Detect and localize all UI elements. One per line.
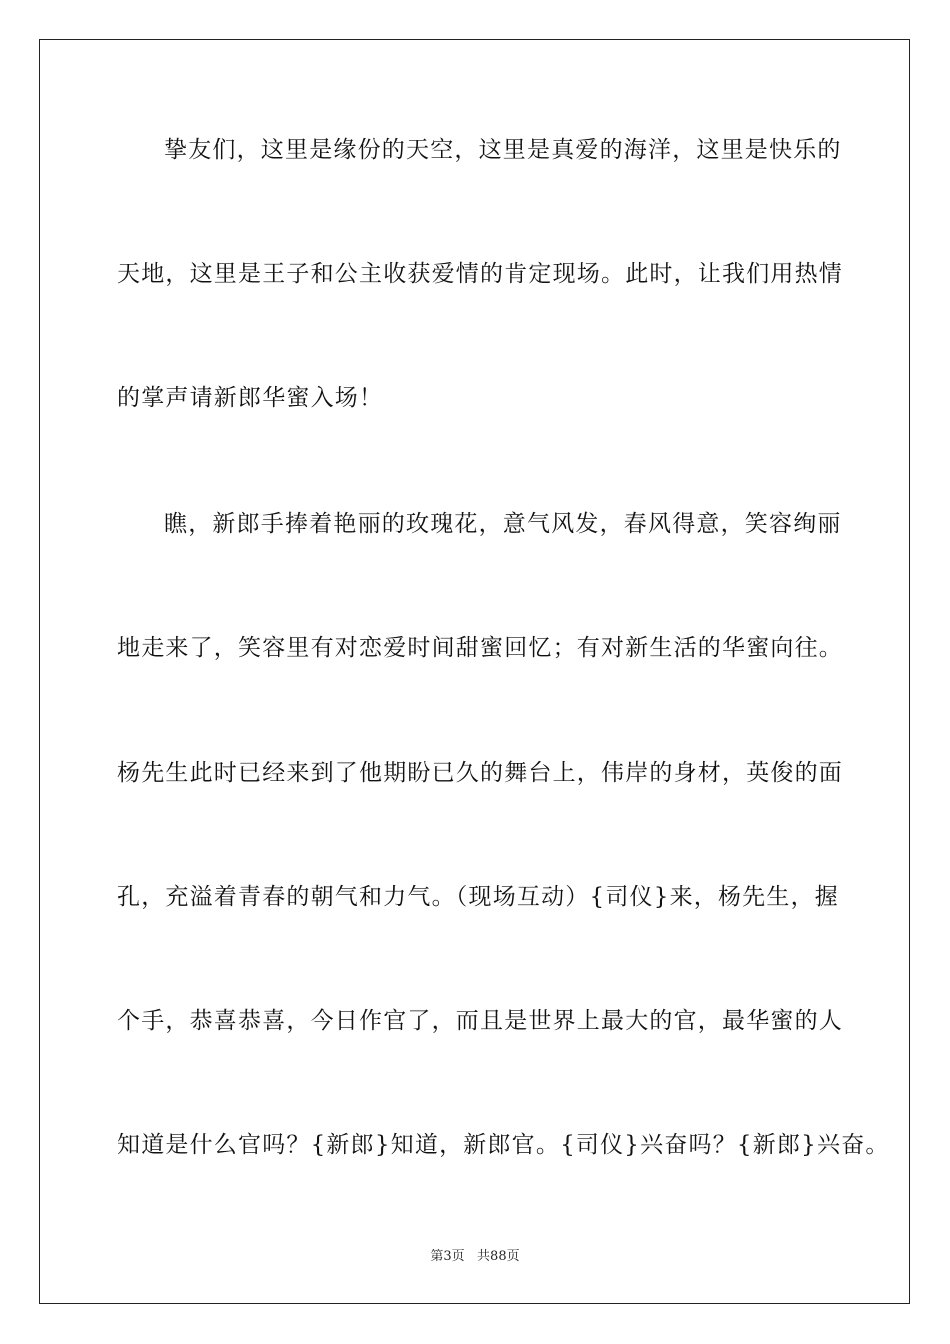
text-line: 个手，恭喜恭喜，今日作官了，而且是世界上最大的官，最华蜜的人 [117, 1008, 843, 1034]
text-line: 知道是什么官吗？{新郎}知道，新郎官。{司仪}兴奋吗？{新郎}兴奋。 [117, 1132, 890, 1158]
page-number-footer: 第3页 共88页 [430, 1249, 520, 1264]
text-line: 瞧，新郎手捧着艳丽的玫瑰花，意气风发，春风得意，笑容绚丽 [164, 511, 842, 537]
text-line: 孔，充溢着青春的朝气和力气。（现场互动）{司仪}来，杨先生，握 [117, 884, 839, 910]
text-line: 挚友们，这里是缘份的天空，这里是真爱的海洋，这里是快乐的 [164, 137, 842, 163]
text-line: 杨先生此时已经来到了他期盼已久的舞台上，伟岸的身材，英俊的面 [117, 760, 843, 786]
text-line: 天地，这里是王子和公主收获爱情的肯定现场。此时，让我们用热情 [117, 261, 843, 287]
text-line: 的掌声请新郎华蜜入场！ [117, 385, 384, 411]
text-line: 地走来了，笑容里有对恋爱时间甜蜜回忆；有对新生活的华蜜向往。 [117, 635, 843, 661]
page-border [39, 39, 910, 1304]
